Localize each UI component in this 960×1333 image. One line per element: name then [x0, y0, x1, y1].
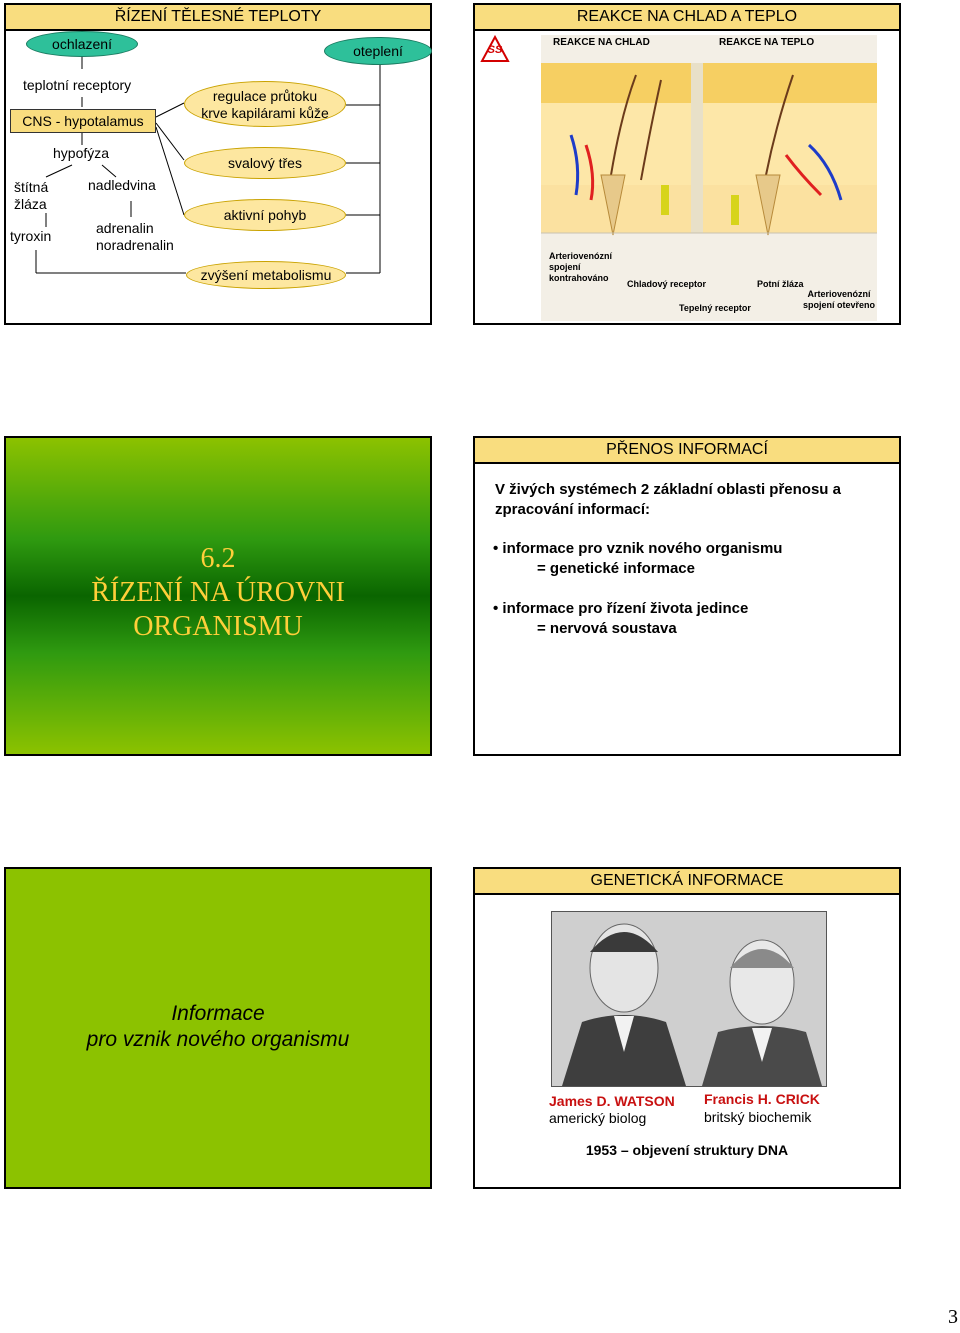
movement-ellipse: aktivní pohyb	[184, 199, 346, 231]
blood-flow-ellipse: regulace průtoku krve kapilárami kůže	[184, 81, 346, 127]
intro-text: V živých systémech 2 základní oblasti přenosu a zpracování informací:	[495, 481, 841, 518]
ss-badge	[480, 35, 510, 63]
slide-information-transfer	[473, 436, 901, 756]
adrenalin: adrenalin noradrenalin	[96, 220, 174, 253]
heading-line2: pro vznik nového organismu	[86, 1028, 350, 1051]
watson-crick-photo	[552, 912, 826, 1086]
cooling-pill: ochlazení	[26, 31, 138, 57]
pituitary: hypofýza	[53, 145, 110, 161]
slide-heading	[6, 1001, 430, 1053]
heading-line1: Informace	[171, 1002, 265, 1025]
tyroxin: tyroxin	[10, 228, 52, 244]
bullet-genetic-sub: = genetické informace	[537, 560, 695, 577]
slide-organism-control	[4, 436, 432, 756]
slide-title: ŘÍZENÍ TĚLESNÉ TEPLOTY	[6, 5, 430, 31]
annotation-heat-receptor: Tepelný receptor	[679, 303, 751, 313]
page-number: 3	[948, 1306, 958, 1328]
slide-title: PŘENOS INFORMACÍ	[475, 438, 899, 464]
thyroid: štítná žláza	[14, 179, 49, 212]
bullet-nervous: • informace pro řízení života jedince	[493, 600, 749, 617]
section-heading-line1: ŘÍZENÍ NA ÚROVNI	[91, 577, 345, 608]
portrait-photo	[551, 911, 827, 1087]
metabolism-ellipse: zvýšení metabolismu	[186, 261, 346, 289]
shiver-ellipse: svalový třes	[184, 147, 346, 179]
slide-genetic-information	[473, 867, 901, 1189]
cns-hypothalamus-box: CNS - hypotalamus	[10, 109, 156, 133]
slide-cold-heat-reaction	[473, 3, 901, 325]
section-heading-line2: ORGANISMU	[133, 611, 303, 642]
annotation-sweat-gland: Potní žláza	[757, 279, 804, 289]
slide-new-organism-info	[4, 867, 432, 1189]
watson-name: James D. WATSON	[549, 1093, 675, 1109]
slide-temperature-regulation	[4, 3, 432, 325]
annotation-cold-receptor: Chladový receptor	[627, 279, 707, 289]
dna-discovery-year: 1953 – objevení struktury DNA	[585, 1142, 789, 1158]
warming-pill: oteplení	[324, 37, 432, 65]
annotation-av-open: Arteriovenózní spojení otevřeno	[803, 289, 876, 310]
bullet-genetic: • informace pro vznik nového organismu	[493, 540, 783, 557]
adrenal: nadledvina	[88, 177, 156, 193]
ss-badge-text: SS	[487, 44, 503, 56]
skin-illustration	[541, 35, 877, 321]
section-title	[6, 542, 430, 644]
watson-role: americký biolog	[549, 1110, 647, 1126]
crick-role: britský biochemik	[704, 1109, 812, 1125]
label-cold: REAKCE NA CHLAD	[553, 37, 650, 48]
crick-name: Francis H. CRICK	[704, 1091, 820, 1107]
bullet-nervous-sub: = nervová soustava	[537, 620, 677, 637]
annotation-av-contracted: Arteriovenózní spojení kontrahováno	[549, 251, 613, 283]
slide-title: GENETICKÁ INFORMACE	[475, 869, 899, 895]
slide-title: REAKCE NA CHLAD A TEPLO	[475, 5, 899, 31]
label-warm: REAKCE NA TEPLO	[719, 37, 815, 48]
section-number: 6.2	[200, 543, 236, 574]
temperature-receptors: teplotní receptory	[23, 77, 132, 93]
